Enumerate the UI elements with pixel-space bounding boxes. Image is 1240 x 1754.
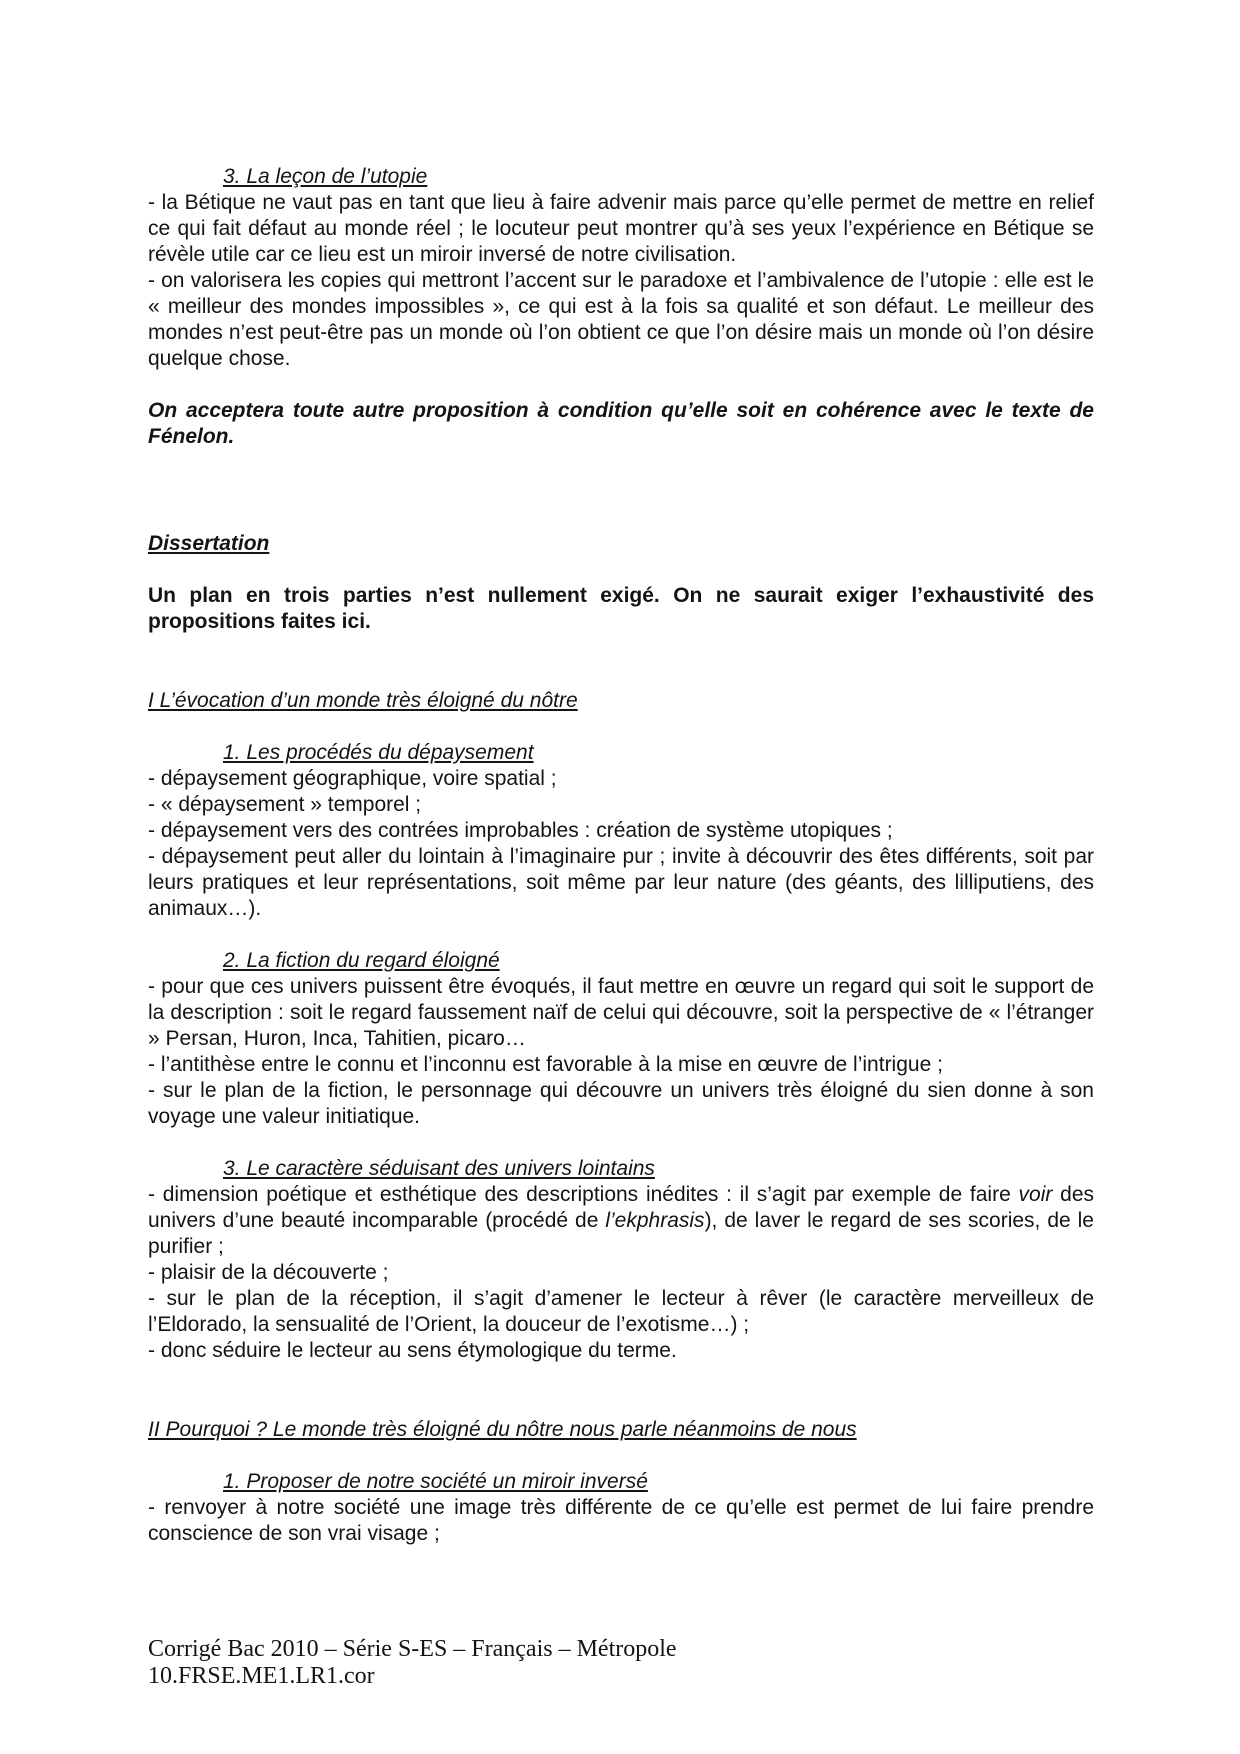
list-item: - dépaysement géographique, voire spatial ; bbox=[148, 767, 557, 790]
part1-heading: I L’évocation d’un monde très éloigné du nôtre bbox=[148, 689, 578, 712]
text-run: ), de laver le regard de ses scories, de le purifier ; bbox=[148, 1209, 1094, 1258]
list-item bbox=[148, 1182, 1094, 1260]
list-item: - dépaysement peut aller du lointain à l’imaginaire pur ; invite à découvrir des êtes différents, soit par leurs pratiques et leur représentations, soit même par leur nature (des géants, des lilliputiens, des animaux…). bbox=[148, 845, 1094, 920]
section-miroir-inverse bbox=[148, 1469, 1094, 1547]
section-caractere-seduisant bbox=[148, 1156, 1094, 1364]
subheading-miroir: 1. Proposer de notre société un miroir inversé bbox=[223, 1470, 648, 1493]
list-item: - pour que ces univers puissent être évoqués, il faut mettre en œuvre un regard qui soit le support de la description : soit le regard faussement naïf de celui qui découvre, soit la perspective de « l’étranger » Persan, Huron, Inca, Tahitien, picaro… bbox=[148, 975, 1094, 1050]
dissertation-intro-block bbox=[148, 583, 1094, 635]
list-item: - donc séduire le lecteur au sens étymologique du terme. bbox=[148, 1339, 677, 1362]
paragraph: - on valorisera les copies qui mettront l’accent sur le paradoxe et l’ambivalence de l’utopie : elle est le « meilleur des mondes impossibles », ce qui est à la fois sa qualité et son défaut. Le meilleur des mondes n’est peut-être pas un monde où l’on obtient ce que l’on désire mais un monde où l’on désire quelque chose. bbox=[148, 269, 1094, 370]
paragraph: - la Bétique ne vaut pas en tant que lieu à faire advenir mais parce qu’elle permet de mettre en relief ce qui fait défaut au monde réel ; le locuteur peut montrer qu’à ses yeux l’expérience en Bétique se révèle utile car ce lieu est un miroir inversé de notre civilisation. bbox=[148, 191, 1094, 266]
text-run: des univers d’une beauté incomparable (procédé de bbox=[148, 1183, 1094, 1232]
page-footer bbox=[148, 1636, 677, 1690]
subheading-regard: 2. La fiction du regard éloigné bbox=[223, 949, 500, 972]
dissertation-heading: Dissertation bbox=[148, 532, 270, 555]
part1-heading-block bbox=[148, 688, 1094, 714]
italic-ekphrasis: l’ekphrasis bbox=[605, 1209, 705, 1232]
list-item: - dépaysement vers des contrées improbables : création de système utopiques ; bbox=[148, 819, 893, 842]
part2-heading-block bbox=[148, 1417, 1094, 1443]
list-item: - sur le plan de la réception, il s’agit d’amener le lecteur à rêver (le caractère merveilleux de l’Eldorado, la sensualité de l’Orient, la douceur de l’exotisme…) ; bbox=[148, 1287, 1094, 1336]
part2-heading: II Pourquoi ? Le monde très éloigné du nôtre nous parle néanmoins de nous bbox=[148, 1418, 857, 1441]
section-procedes-depaysement bbox=[148, 740, 1094, 922]
dissertation-heading-block bbox=[148, 531, 1094, 557]
subheading-procedes: 1. Les procédés du dépaysement bbox=[223, 741, 534, 764]
list-item: - « dépaysement » temporel ; bbox=[148, 793, 422, 816]
list-item: - sur le plan de la fiction, le personnage qui découvre un univers très éloigné du sien donne à son voyage une valeur initiatique. bbox=[148, 1079, 1094, 1128]
footer-code: 10.FRSE.ME1.LR1.cor bbox=[148, 1663, 375, 1689]
note-text: On acceptera toute autre proposition à condition qu’elle soit en cohérence avec le texte de Fénelon. bbox=[148, 399, 1094, 448]
section-regard-eloigne bbox=[148, 948, 1094, 1130]
footer-line: Corrigé Bac 2010 – Série S-ES – Français – Métropole bbox=[148, 1636, 677, 1662]
list-item: - renvoyer à notre société une image très différente de ce qu’elle est permet de lui faire prendre conscience de son vrai visage ; bbox=[148, 1496, 1094, 1545]
subheading-lecon-utopie: 3. La leçon de l’utopie bbox=[223, 165, 428, 188]
list-item: - l’antithèse entre le connu et l’inconnu est favorable à la mise en œuvre de l’intrigue ; bbox=[148, 1053, 943, 1076]
subheading-seduisant: 3. Le caractère séduisant des univers lointains bbox=[223, 1157, 655, 1180]
list-item: - plaisir de la découverte ; bbox=[148, 1261, 389, 1284]
text-run: - dimension poétique et esthétique des descriptions inédites : il s’agit par exemple de faire bbox=[148, 1183, 1019, 1206]
dissertation-intro: Un plan en trois parties n’est nullement exigé. On ne saurait exiger l’exhaustivité des propositions faites ici. bbox=[148, 584, 1094, 633]
italic-voir: voir bbox=[1018, 1183, 1053, 1206]
section-lecon-utopie bbox=[148, 164, 1094, 372]
note-acceptation bbox=[148, 398, 1094, 450]
